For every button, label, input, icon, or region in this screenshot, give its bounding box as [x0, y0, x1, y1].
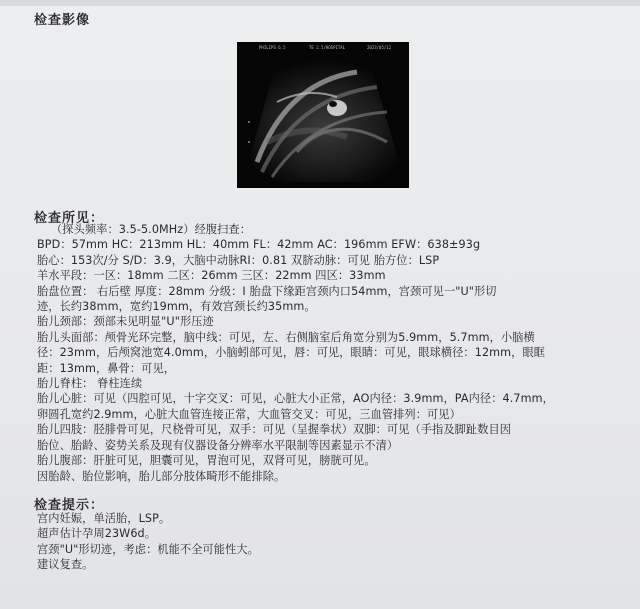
conclusion-body: [37, 511, 627, 573]
conclusion-line: 宫颈"U"形切迹，考虑：机能不全可能性大。: [37, 542, 259, 556]
finding-line: 胎位、胎龄、姿势关系及现有仪器设备分辨率水平限制等因素显示不清）: [37, 438, 399, 452]
conclusion-line: 建议复查。: [37, 558, 94, 572]
ultrasound-header-right: 2023/05/12: [367, 45, 392, 50]
finding-line: 迹，长约38mm，宽约19mm，有效宫颈长约35mm。: [37, 300, 316, 314]
ultrasound-image: [237, 42, 409, 188]
ultrasound-header-mid: TE 2.5/HOSPITAL: [309, 45, 346, 50]
findings-body: [37, 222, 627, 484]
finding-line: 胎儿脊柱： 脊柱连续: [37, 377, 143, 391]
conclusion-section-title: 检查提示：: [34, 498, 105, 513]
ultrasound-header-left: PHILIPS 6.5: [259, 45, 286, 50]
finding-line: 羊水平段：一区：18mm 二区：26mm 三区：22mm 四区：33mm: [37, 269, 386, 283]
finding-line: BPD：57mm HC：213mm HL：40mm FL：42mm AC：196mm EFW：638±93g: [37, 238, 481, 252]
ultrasound-scan: [237, 42, 409, 188]
conclusion-line: 超声估计孕周23W6d。: [37, 527, 157, 541]
finding-line: （探头频率：3.5-5.0MHz）经腹扫查：: [51, 223, 252, 236]
finding-line: 胎儿心脏：可见（四腔可见，十字交叉：可见，心脏大小正常，AO内径：3.9mm，PA内径：4.7mm，: [37, 392, 554, 406]
finding-line: 胎盘位置： 右后壁 厚度：28mm 分级：I 胎盘下缘距宫颈内口54mm，宫颈可见一"U"形切: [37, 284, 497, 298]
finding-line: 胎儿腹部：肝脏可见，胆囊可见，胃泡可见，双肾可见，膀胱可见。: [37, 454, 376, 468]
finding-line: 因胎龄、胎位影响，胎儿部分肢体畸形不能排除。: [37, 469, 286, 483]
conclusion-line: 宫内妊娠，单活胎，LSP。: [37, 512, 171, 525]
images-section-title: 检查影像: [34, 13, 91, 28]
top-edge: [0, 0, 640, 6]
finding-line: 胎儿颈部：颈部未见明显"U"形压迹: [37, 315, 214, 329]
finding-line: 胎儿四肢：胫腓骨可见，尺桡骨可见，双手：可见（呈握拳状）双脚：可见（手指及脚趾数目因: [37, 423, 512, 437]
findings-section-title: 检查所见：: [34, 211, 105, 226]
finding-line: 胎心：153次/分 S/D：3.9，大脑中动脉RI：0.81 双脐动脉：可见 胎方位：LSP: [37, 253, 440, 267]
finding-line: 卵圆孔宽约2.9mm，心脏大血管连接正常，大血管交叉：可见，三血管排列：可见）: [37, 407, 461, 421]
finding-line: 胎儿头面部：颅骨光环完整，脑中线：可见，左、右侧脑室后角宽分别为5.9mm，5.7mm，小脑横: [37, 330, 535, 344]
finding-line: 距：13mm，鼻骨：可见，: [37, 361, 176, 375]
finding-line: 径：23mm，后颅窝池宽4.0mm，小脑蚓部可见，唇：可见，眼睛：可见，眼球横径：12mm，眼眶: [37, 346, 546, 360]
